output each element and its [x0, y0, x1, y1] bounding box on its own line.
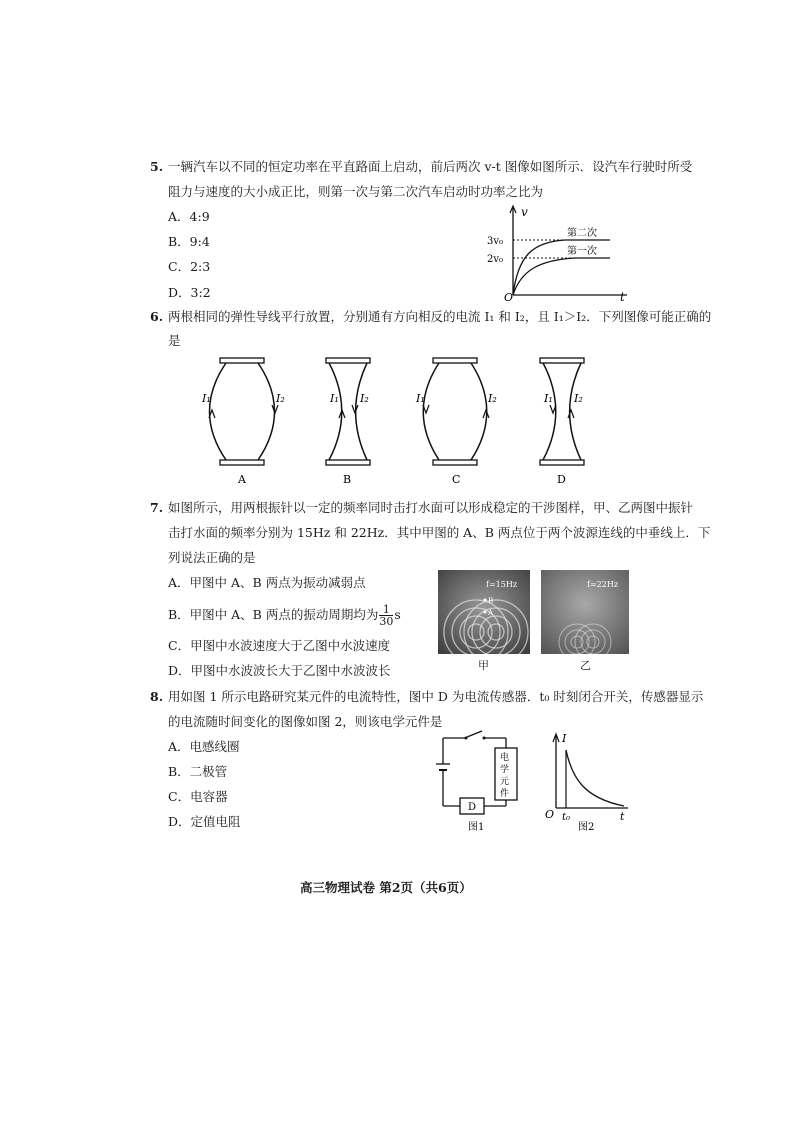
point-a-label: A — [488, 609, 494, 617]
switch-blade — [467, 731, 482, 737]
label-2v0: 2v₀ — [487, 254, 504, 265]
q7-stem-line1: 如图所示，用两根振针以一定的频率同时击打水面可以形成稳定的干涉图样，甲、乙两图中振针 — [168, 500, 694, 515]
q7-stem-line2: 击打水面的频率分别为 15Hz 和 22Hz．其中甲图的 A、B 两点位于两个波源连线的中垂线上．下 — [168, 525, 711, 540]
q5-stem-line1: 一辆汽车以不同的恒定功率在平直路面上启动，前后两次 v-t 图像如图所示．设汽车行驶时所受 — [168, 159, 693, 174]
q6-stem-line1: 两根相同的弹性导线平行放置，分别通有方向相反的电流 I₁ 和 I₂，且 I₁＞I₂．下列图像可能正确的 — [168, 309, 712, 324]
q5-option-b: B．9:4 — [168, 234, 210, 249]
q7-number: 7. — [150, 500, 164, 515]
q5-number: 5. — [150, 159, 164, 174]
q7-option-a: A．甲图中 A、B 两点为振动减弱点 — [168, 575, 366, 590]
sensor-label: D — [468, 802, 477, 813]
q8-option-c: C．电容器 — [168, 789, 228, 804]
svg-text:I₂: I₂ — [488, 392, 497, 405]
wire-diagram-a — [201, 358, 285, 486]
caption-yi: 乙 — [580, 659, 591, 672]
i-axis-label: I — [562, 732, 567, 745]
origin-label: O — [545, 808, 555, 821]
q8-option-d: D．定值电阻 — [168, 814, 241, 829]
label-d: D — [557, 473, 566, 486]
curve-first — [513, 258, 610, 295]
q5-option-a: A．4:9 — [168, 209, 210, 224]
svg-text:I₁: I₁ — [202, 392, 211, 405]
t0-label: t₀ — [562, 812, 571, 823]
fraction-1-30: $\frac{1}{30}$ — [379, 603, 394, 628]
freq-22-label: f=22Hz — [587, 580, 619, 589]
q8-option-b: B．二极管 — [168, 764, 228, 779]
t-axis-label: t — [620, 810, 625, 823]
q5-stem-line2: 阻力与速度的大小成正比，则第一次与第二次汽车启动时功率之比为 — [168, 184, 544, 199]
label-second: 第二次 — [567, 228, 597, 239]
q6-number: 6. — [150, 309, 164, 324]
svg-text:I₁: I₁ — [416, 392, 425, 405]
wire-diagram-b — [326, 358, 370, 486]
svg-text:I₂: I₂ — [574, 392, 583, 405]
label-a: A — [238, 473, 246, 486]
q5-option-d: D．3:2 — [168, 285, 211, 300]
v-axis-label: v — [521, 205, 528, 219]
svg-text:I₂: I₂ — [360, 392, 369, 405]
origin-label: O — [504, 291, 514, 302]
q8-stem-line1: 用如图 1 所示电路研究某元件的电流特性，图中 D 为电流传感器．t₀ 时刻闭合开关，传感器显示 — [168, 689, 704, 704]
freq-15-label: f=15Hz — [486, 580, 518, 589]
q8-stem-line2: 的电流随时间变化的图像如图 2，则该电学元件是 — [168, 714, 443, 729]
q7-option-b: B．甲图中 A、B 两点的振动周期均为 $\frac{1}{30}$ s — [168, 603, 401, 628]
q7-photo-yi — [541, 570, 629, 654]
label-3v0: 3v₀ — [487, 236, 504, 247]
q7-photo-jia — [438, 570, 530, 654]
q7-stem-line3: 列说法正确的是 — [168, 550, 256, 565]
svg-text:电: 电 — [500, 753, 510, 763]
q8-option-a: A．电感线圈 — [168, 739, 240, 754]
q8-circuit-fig1 — [430, 728, 520, 836]
fig2-caption: 图2 — [578, 822, 595, 833]
label-c: C — [452, 473, 461, 486]
wire-diagram-d — [540, 358, 584, 486]
q5-vt-graph — [485, 200, 635, 302]
caption-jia: 甲 — [478, 659, 489, 672]
point-b-label: B — [488, 597, 494, 605]
label-first: 第一次 — [567, 246, 597, 257]
t-axis-label: t — [620, 290, 625, 302]
svg-text:元: 元 — [500, 777, 510, 787]
q5-option-c: C．2:3 — [168, 259, 211, 274]
svg-text:I₂: I₂ — [276, 392, 285, 405]
svg-text:件: 件 — [500, 789, 510, 799]
q8-number: 8. — [150, 689, 164, 704]
q7-option-d: D．甲图中水波波长大于乙图中水波波长 — [168, 663, 391, 678]
label-b: B — [343, 473, 352, 486]
decay-curve — [566, 750, 624, 806]
svg-text:学: 学 — [500, 765, 510, 775]
wire-diagram-c — [415, 358, 497, 486]
svg-text:I₁: I₁ — [544, 392, 553, 405]
q6-stem-line2: 是 — [168, 333, 181, 348]
page-footer: 高三物理试卷 第2页（共6页） — [300, 880, 472, 895]
svg-text:I₁: I₁ — [330, 392, 339, 405]
q7-option-c: C．甲图中水波速度大于乙图中水波速度 — [168, 638, 391, 653]
fig1-caption: 图1 — [468, 822, 485, 833]
q8-current-graph-fig2 — [540, 728, 635, 836]
q6-wire-diagrams — [190, 350, 610, 490]
